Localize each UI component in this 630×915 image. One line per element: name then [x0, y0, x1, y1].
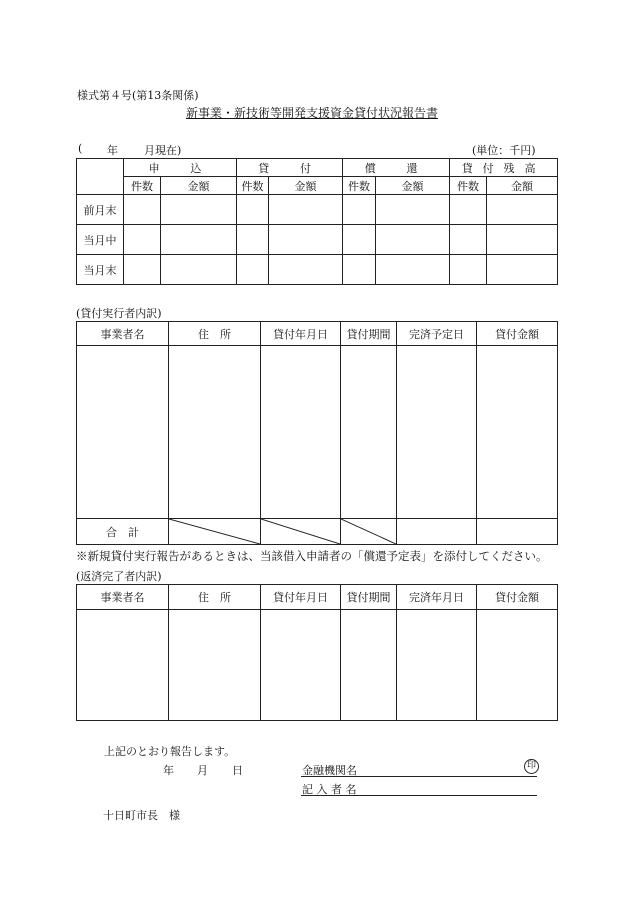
crossed-out-cell	[169, 519, 261, 545]
input-cell[interactable]	[77, 610, 169, 721]
repaid-breakdown-table	[76, 584, 558, 721]
group-application: 申 込	[124, 159, 237, 177]
input-cell[interactable]	[124, 195, 161, 225]
input-cell[interactable]	[237, 255, 269, 285]
input-cell[interactable]	[124, 225, 161, 255]
input-cell[interactable]	[261, 610, 341, 721]
seal-mark: 印	[524, 759, 539, 774]
input-cell[interactable]	[77, 346, 169, 519]
date-day-label: 日	[232, 764, 243, 777]
header-loan-period: 貸付期間	[341, 585, 397, 610]
loan-breakdown-table	[76, 321, 558, 545]
input-cell[interactable]	[269, 225, 343, 255]
input-cell[interactable]	[261, 346, 341, 519]
input-cell[interactable]	[343, 195, 376, 225]
input-cell[interactable]	[376, 195, 450, 225]
attachment-note: ※新規貸付実行報告があるときは、当該借入申請者の「償還予定表」を添付してください。	[76, 549, 548, 563]
subheader-amount: 金額	[269, 177, 343, 195]
subheader-amount: 金額	[487, 177, 558, 195]
total-row	[77, 519, 558, 545]
institution-name-label: 金融機関名	[302, 764, 357, 777]
header-loan-period: 貸付期間	[341, 322, 397, 346]
input-cell[interactable]	[450, 225, 487, 255]
table-row	[77, 255, 558, 285]
input-cell[interactable]	[161, 225, 237, 255]
corner-cell	[77, 159, 124, 195]
input-cell[interactable]	[161, 195, 237, 225]
closing-statement: 上記のとおり報告します。	[104, 745, 236, 758]
subheader-amount: 金額	[161, 177, 237, 195]
input-cell[interactable]	[397, 610, 477, 721]
subheader-amount: 金額	[376, 177, 450, 195]
form-number: 様式第４号(第13条関係)	[77, 89, 199, 102]
header-address: 住 所	[169, 322, 261, 346]
header-loan-date: 貸付年月日	[261, 585, 341, 610]
unit-label: (単位：千円)	[472, 144, 536, 157]
crossed-out-cell	[261, 519, 341, 545]
header-payoff-date: 完済年月日	[397, 585, 477, 610]
group-repayment: 償 還	[343, 159, 450, 177]
table-row	[77, 346, 558, 519]
subheader-count: 件数	[343, 177, 376, 195]
input-cell[interactable]	[450, 255, 487, 285]
input-cell[interactable]	[269, 255, 343, 285]
input-cell[interactable]	[341, 346, 397, 519]
repaid-section-label: (返済完了者内訳)	[76, 570, 162, 583]
input-cell[interactable]	[269, 195, 343, 225]
row-label: 前月末	[77, 195, 124, 225]
header-payoff-due-date: 完済予定日	[397, 322, 477, 346]
input-cell[interactable]	[487, 225, 558, 255]
input-cell[interactable]	[161, 255, 237, 285]
addressee: 十日町市長 様	[103, 809, 180, 822]
table-row	[77, 610, 558, 721]
input-cell[interactable]	[450, 195, 487, 225]
loan-section-label: (貸付実行者内訳)	[76, 307, 162, 320]
input-cell[interactable]	[397, 519, 477, 545]
crossed-out-cell	[341, 519, 397, 545]
input-cell[interactable]	[487, 255, 558, 285]
input-cell[interactable]	[169, 346, 261, 519]
recorder-name-label: 記 入 者 名	[302, 783, 357, 796]
input-cell[interactable]	[477, 346, 558, 519]
input-cell[interactable]	[343, 225, 376, 255]
as-of-year: 年	[107, 144, 118, 157]
input-cell[interactable]	[237, 195, 269, 225]
input-cell[interactable]	[477, 610, 558, 721]
table-row	[77, 195, 558, 225]
input-cell[interactable]	[124, 255, 161, 285]
header-loan-amount: 貸付金額	[477, 322, 558, 346]
header-loan-amount: 貸付金額	[477, 585, 558, 610]
summary-table	[76, 158, 558, 285]
document-title: 新事業・新技術等開発支援資金貸付状況報告書	[186, 106, 439, 120]
as-of-open: (	[78, 142, 83, 155]
input-cell[interactable]	[169, 610, 261, 721]
table-row	[77, 225, 558, 255]
input-cell[interactable]	[237, 225, 269, 255]
input-cell[interactable]	[376, 225, 450, 255]
subheader-count: 件数	[237, 177, 269, 195]
input-cell[interactable]	[343, 255, 376, 285]
as-of-month: 月現在)	[144, 144, 182, 157]
row-label: 当月中	[77, 225, 124, 255]
group-loan: 貸 付	[237, 159, 343, 177]
header-business-name: 事業者名	[77, 322, 169, 346]
subheader-count: 件数	[450, 177, 487, 195]
row-label: 当月末	[77, 255, 124, 285]
input-cell[interactable]	[487, 195, 558, 225]
header-address: 住 所	[169, 585, 261, 610]
input-cell[interactable]	[397, 346, 477, 519]
total-label: 合 計	[77, 519, 169, 545]
input-cell[interactable]	[477, 519, 558, 545]
date-month-label: 月	[197, 764, 208, 777]
date-year-label: 年	[163, 764, 174, 777]
group-balance: 貸付残高	[450, 159, 558, 177]
input-cell[interactable]	[376, 255, 450, 285]
subheader-count: 件数	[124, 177, 161, 195]
input-cell[interactable]	[341, 610, 397, 721]
header-loan-date: 貸付年月日	[261, 322, 341, 346]
header-business-name: 事業者名	[77, 585, 169, 610]
